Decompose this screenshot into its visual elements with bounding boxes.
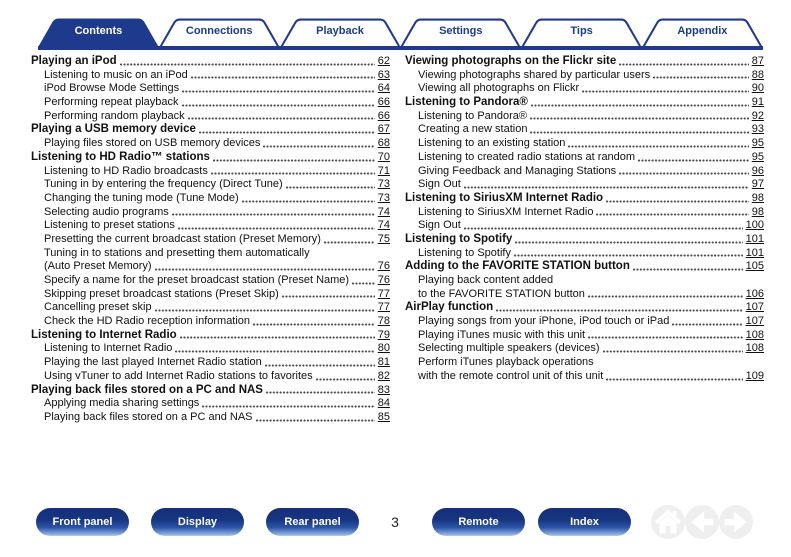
page-number: 3 [391, 514, 399, 530]
toc-entry-label: with the remote control unit of this unit [418, 369, 604, 382]
tab-label: Contents [74, 25, 123, 37]
toc-entry-label: Tuning in by entering the frequency (Direct Tune) [44, 178, 283, 191]
dotted-leader [182, 90, 375, 93]
toc-entry [31, 137, 390, 151]
dotted-leader [606, 200, 749, 203]
toc-page-link[interactable]: 105 [745, 260, 764, 273]
dotted-leader [155, 268, 375, 271]
toc-entry [31, 384, 390, 398]
footer-left-group [36, 508, 359, 536]
toc-entry-label: Creating a new station [418, 123, 528, 136]
toc-entry [31, 110, 390, 124]
tab-label: Appendix [677, 25, 728, 37]
forward-arrow-icon [719, 505, 753, 539]
toc-entry [405, 301, 764, 315]
toc-entry-label: Listening to HD Radio broadcasts [44, 164, 208, 177]
toc-page-link[interactable]: 95 [751, 150, 764, 163]
back-arrow-icon [685, 505, 719, 539]
toc-entry [405, 233, 764, 247]
toc-page-link[interactable]: 88 [751, 68, 764, 81]
toc-page-link[interactable]: 107 [745, 301, 764, 314]
toc-entry [405, 260, 764, 274]
toc-entry-label: Listening to Spotify [418, 246, 511, 259]
dotted-leader [606, 378, 742, 381]
toc-entry [31, 411, 390, 425]
dotted-leader [352, 282, 375, 285]
toc-page-link[interactable]: 98 [751, 205, 764, 218]
toc-entry [31, 260, 390, 274]
toc-entry-label: to the FAVORITE STATION button [418, 287, 585, 300]
display-button[interactable]: Display [151, 508, 244, 536]
toc-page-link[interactable]: 70 [377, 150, 390, 163]
toc-entry [31, 288, 390, 302]
toc-page-link[interactable]: 85 [377, 410, 390, 423]
toc-entry-label: Cancelling preset skip [44, 301, 152, 314]
toc-entry-label: Listening to preset stations [44, 219, 175, 232]
toc-entry-label: Sign Out [418, 219, 461, 232]
toc-page-link[interactable]: 87 [751, 55, 764, 67]
tab-bar [38, 17, 763, 48]
home-icon [651, 505, 685, 539]
toc-entry-label: Specify a name for the preset broadcast station (Preset Name) [44, 274, 350, 286]
tab-settings[interactable] [400, 17, 521, 48]
toc-entry-label: Playing the last played Internet Radio station [44, 356, 262, 369]
toc-page-link[interactable]: 106 [745, 287, 764, 300]
toc-page-link[interactable]: 64 [377, 82, 390, 95]
toc-page-link[interactable]: 67 [377, 123, 390, 136]
toc-entry-label: Playing back files stored on a PC and NAS [31, 383, 263, 396]
toc-page-link[interactable]: 75 [377, 232, 390, 245]
toc-page-link[interactable]: 95 [751, 137, 764, 150]
toc-page-link[interactable]: 79 [377, 328, 390, 341]
toc-entry [405, 342, 764, 356]
toc-page-link[interactable]: 76 [377, 260, 390, 273]
toc-page-link[interactable]: 74 [377, 219, 390, 232]
toc-entry-wrap-line [405, 274, 764, 288]
dotted-leader [596, 213, 748, 216]
toc-entry [31, 315, 390, 329]
toc-page-link[interactable]: 71 [377, 164, 390, 177]
toc-entry [405, 110, 764, 124]
index-button[interactable]: Index [538, 508, 631, 536]
tab-tips[interactable] [521, 17, 642, 48]
toc-entry-wrap-line [31, 247, 390, 261]
toc-page-link[interactable]: 73 [377, 178, 390, 191]
toc-column-right [405, 55, 764, 425]
toc-page-link[interactable]: 109 [745, 369, 764, 382]
toc-entry [31, 82, 390, 96]
dotted-leader [178, 227, 375, 230]
toc-page-link[interactable]: 100 [745, 219, 764, 232]
dotted-leader [638, 159, 749, 162]
toc-entry-label: Presetting the current broadcast station (Preset Memory) [44, 232, 321, 245]
dotted-leader [582, 90, 749, 93]
toc-entry [405, 192, 764, 206]
toc-entry-label: Selecting audio programs [44, 205, 169, 218]
dotted-leader [266, 391, 375, 394]
toc-entry-label: Playing songs from your iPhone, iPod touch or iPad [418, 315, 670, 328]
dotted-leader [619, 172, 749, 175]
toc-entry-label: Listening to Internet Radio [31, 328, 177, 341]
toc-entry [405, 151, 764, 165]
toc-entry-label: Playing a USB memory device [31, 123, 196, 136]
toc-entry [405, 178, 764, 192]
dotted-leader [182, 104, 375, 107]
toc-entry-label: iPod Browse Mode Settings [44, 82, 180, 95]
toc-page-link[interactable]: 74 [377, 205, 390, 218]
toc-page-link[interactable]: 93 [751, 123, 764, 136]
dotted-leader [530, 117, 749, 120]
toc-entry [405, 315, 764, 329]
toc-entry-label: Adding to the FAVORITE STATION button [405, 260, 630, 273]
toc-entry-label: Tuning in to stations and presetting them automatically [44, 246, 310, 259]
toc-page-link[interactable]: 76 [377, 274, 390, 286]
toc-entry [31, 178, 390, 192]
toc-page-link[interactable]: 101 [745, 232, 764, 245]
footer-right-group [432, 508, 641, 536]
toc-entry-label: Viewing all photographs on Flickr [418, 82, 580, 95]
dotted-leader [588, 295, 743, 298]
dotted-leader [211, 172, 375, 175]
toc-page-link[interactable]: 107 [745, 315, 764, 328]
tab-connections[interactable] [159, 17, 280, 48]
toc-entry-label: Listening to SiriusXM Internet Radio [418, 205, 594, 218]
toc-page-link[interactable]: 80 [377, 342, 390, 355]
dotted-leader [188, 117, 375, 120]
toc-page-link[interactable]: 62 [377, 55, 390, 67]
home-button[interactable] [651, 505, 685, 539]
toc-entry-label: Listening to Pandora® [405, 96, 528, 109]
table-of-contents [31, 55, 764, 425]
toc-page-link[interactable]: 108 [745, 328, 764, 341]
toc-entry [31, 356, 390, 370]
toc-entry [405, 69, 764, 83]
dotted-leader [191, 76, 375, 79]
toc-entry-label: Listening to SiriusXM Internet Radio [405, 191, 604, 204]
dotted-leader [265, 364, 375, 367]
toc-entry [405, 82, 764, 96]
dotted-leader [588, 336, 743, 339]
toc-entry-label: Listening to HD Radio™ stations [31, 150, 210, 163]
footer-bar [36, 505, 753, 539]
dotted-leader [256, 419, 375, 422]
dotted-leader [619, 63, 748, 66]
toc-entry-label: Playing back content added [418, 274, 554, 286]
dotted-leader [464, 227, 743, 230]
toc-entry-label: AirPlay function [405, 301, 494, 314]
toc-page-link[interactable]: 81 [377, 356, 390, 369]
dotted-leader [172, 213, 375, 216]
toc-entry-label: Selecting multiple speakers (devices) [418, 342, 600, 355]
toc-entry [405, 288, 764, 302]
toc-entry [405, 247, 764, 261]
dotted-leader [568, 145, 748, 148]
toc-entry-label: Using vTuner to add Internet Radio stations to favorites [44, 369, 313, 382]
toc-entry-label: Skipping preset broadcast stations (Preset Skip) [44, 287, 279, 300]
toc-entry [31, 123, 390, 137]
toc-entry [31, 192, 390, 206]
toc-entry [31, 219, 390, 233]
tab-label: Settings [439, 25, 483, 37]
dotted-leader [324, 241, 375, 244]
toc-page-link[interactable]: 92 [751, 109, 764, 122]
toc-entry [405, 96, 764, 110]
toc-entry-label: Changing the tuning mode (Tune Mode) [44, 191, 239, 204]
toc-entry [31, 165, 390, 179]
dotted-leader [120, 63, 375, 66]
dotted-leader [514, 254, 743, 257]
toc-entry [31, 342, 390, 356]
toc-entry-label: Listening to created radio stations at random [418, 150, 636, 163]
toc-page-link[interactable]: 91 [751, 96, 764, 109]
toc-entry [31, 397, 390, 411]
dotted-leader [286, 186, 375, 189]
toc-entry-label: Performing random playback [44, 109, 185, 122]
toc-entry [405, 165, 764, 179]
toc-entry-label: Playing an iPod [31, 55, 117, 67]
toc-entry [405, 329, 764, 343]
toc-entry-label: Playing back files stored on a PC and NAS [44, 410, 253, 423]
toc-entry [405, 370, 764, 384]
toc-page-link[interactable]: 84 [377, 397, 390, 410]
dotted-leader [531, 104, 749, 107]
toc-entry [405, 55, 764, 69]
toc-entry-label: Playing iTunes music with this unit [418, 328, 586, 341]
toc-entry-label: Viewing photographs on the Flickr site [405, 55, 617, 67]
toc-page-link[interactable]: 73 [377, 191, 390, 204]
toc-entry-wrap-line [405, 356, 764, 370]
dotted-leader [213, 159, 375, 162]
dotted-leader [202, 405, 374, 408]
toc-entry [31, 301, 390, 315]
toc-page-link[interactable]: 83 [377, 383, 390, 396]
toc-entry-label: Listening to an existing station [418, 137, 566, 150]
toc-entry [31, 69, 390, 83]
dotted-leader [515, 241, 742, 244]
dotted-leader [653, 76, 749, 79]
dotted-leader [464, 186, 749, 189]
toc-page-link[interactable]: 97 [751, 178, 764, 191]
front-panel-button[interactable]: Front panel [36, 508, 129, 536]
toc-page-link[interactable]: 90 [751, 82, 764, 95]
toc-entry [405, 219, 764, 233]
toc-entry [31, 55, 390, 69]
toc-page-link[interactable]: 82 [377, 369, 390, 382]
toc-page-link[interactable]: 96 [751, 164, 764, 177]
dotted-leader [199, 131, 375, 134]
toc-entry-label: Perform iTunes playback operations [418, 356, 594, 369]
dotted-leader [282, 295, 375, 298]
toc-entry-label: Performing repeat playback [44, 96, 179, 109]
toc-page-link[interactable]: 63 [377, 68, 390, 81]
toc-entry [31, 329, 390, 343]
tab-appendix[interactable] [642, 17, 763, 48]
forward-button[interactable] [719, 505, 753, 539]
tab-label: Tips [570, 25, 593, 37]
toc-page-link[interactable]: 78 [377, 315, 390, 328]
dotted-leader [496, 309, 742, 312]
toc-entry-label: Listening to Pandora® [418, 109, 528, 122]
rear-panel-button[interactable]: Rear panel [266, 508, 359, 536]
dotted-leader [180, 336, 375, 339]
toc-entry [405, 137, 764, 151]
toc-column-left [31, 55, 390, 425]
toc-entry-label: Viewing photographs shared by particular users [418, 68, 651, 81]
toc-entry [31, 233, 390, 247]
toc-page-link[interactable]: 101 [745, 246, 764, 259]
dotted-leader [316, 378, 375, 381]
toc-entry [405, 123, 764, 137]
dotted-leader [253, 323, 375, 326]
dotted-leader [263, 145, 374, 148]
toc-entry [405, 206, 764, 220]
toc-entry-label: Applying media sharing settings [44, 397, 200, 410]
dotted-leader [242, 200, 375, 203]
toc-page-link[interactable]: 98 [751, 191, 764, 204]
toc-entry-label: Check the HD Radio reception information [44, 315, 251, 328]
toc-entry [31, 274, 390, 288]
tab-contents[interactable] [38, 17, 159, 48]
dotted-leader [672, 323, 742, 326]
toc-entry [31, 151, 390, 165]
toc-entry [31, 96, 390, 110]
toc-page-link[interactable]: 66 [377, 96, 390, 109]
dotted-leader [633, 268, 743, 271]
tab-label: Playback [316, 25, 364, 37]
toc-page-link[interactable]: 108 [745, 342, 764, 355]
toc-entry [31, 206, 390, 220]
toc-page-link[interactable]: 66 [377, 109, 390, 122]
remote-button[interactable]: Remote [432, 508, 525, 536]
dotted-leader [175, 350, 374, 353]
toc-page-link[interactable]: 77 [377, 301, 390, 314]
tab-playback[interactable] [280, 17, 401, 48]
dotted-leader [603, 350, 743, 353]
toc-entry [31, 370, 390, 384]
toc-entry-label: Listening to music on an iPod [44, 68, 188, 81]
back-button[interactable] [685, 505, 719, 539]
dotted-leader [530, 131, 748, 134]
toc-entry-label: Playing files stored on USB memory devices [44, 137, 261, 150]
toc-entry-label: Sign Out [418, 178, 461, 191]
toc-entry-label: Giving Feedback and Managing Stations [418, 164, 617, 177]
tab-label: Connections [185, 25, 253, 37]
dotted-leader [155, 309, 375, 312]
toc-entry-label: Listening to Internet Radio [44, 342, 173, 355]
toc-page-link[interactable]: 77 [377, 287, 390, 300]
toc-page-link[interactable]: 68 [377, 137, 390, 150]
toc-entry-label: (Auto Preset Memory) [44, 260, 152, 273]
toc-entry-label: Listening to Spotify [405, 232, 513, 245]
tab-underline [38, 46, 763, 50]
